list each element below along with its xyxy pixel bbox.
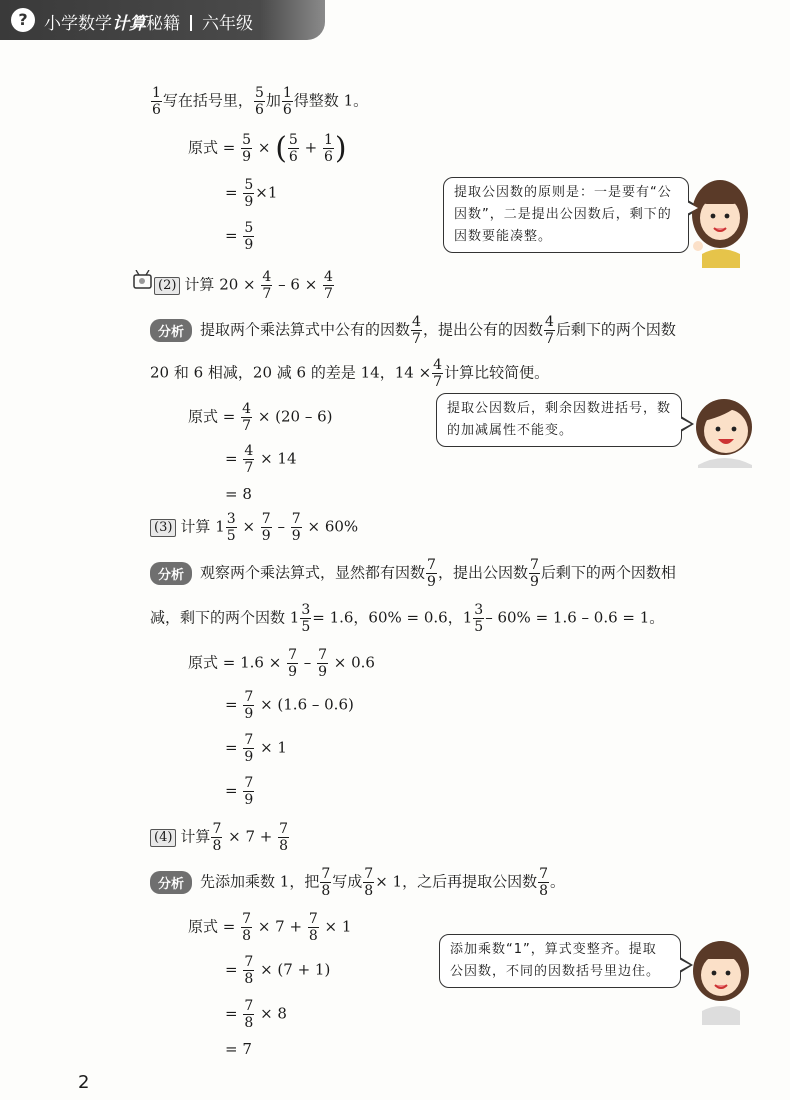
step-line: = $\frac{7}{8}$ × 8 (225, 998, 287, 1031)
step-line: 原式 = $\frac{5}{9}$ × ( $\frac{5}{6}$ + $\frac{1}{6}$ ) (188, 131, 347, 166)
text: 得整数 1。 (293, 91, 369, 110)
analysis-line: 20 和 6 相减，20 减 6 的差是 14，14 × $\frac{4}{7}$ 计算比较简便。 (150, 357, 550, 390)
step-line: 原式 = 1.6 × $\frac{7}{9}$ – $\frac{7}{9}$ × 0.6 (188, 647, 375, 680)
step-line: = $\frac{7}{9}$ × (1.6 – 0.6) (225, 689, 354, 722)
question-number: (4) (150, 829, 176, 847)
step-line: = $\frac{7}{9}$ (225, 775, 254, 808)
analysis-badge: 分析 (150, 319, 192, 342)
bubble-text: 提取公因数的原则是：一是要有“公因数”，二是提出公因数后，剩下的因数要能凑整。 (454, 185, 672, 244)
boy-character-icon (690, 393, 760, 468)
title-part-b: 计算 (112, 14, 146, 34)
tv-icon (132, 270, 154, 290)
question-3: (3) 计算 1 $\frac{3}{5}$ × $\frac{7}{9}$ – $\frac{7}{9}$ × 60% (150, 512, 358, 543)
grade-label: 六年级 (202, 14, 253, 34)
speech-bubble (439, 934, 681, 988)
title-part-c: 秘籍 (146, 14, 180, 34)
step-line: = $\frac{7}{8}$ × (7 + 1) (225, 954, 331, 987)
fraction: $\frac{1}{6}$ (282, 85, 292, 118)
analysis-line: 分析 先添加乘数 1，把 $\frac{7}{8}$ 写成 $\frac{7}{8}$ × 1，之后再提取公因数 $\frac{7}{8}$ 。 (150, 867, 565, 898)
page-number: 2 (78, 1072, 90, 1093)
question-4: (4) 计算 $\frac{7}{8}$ × 7 + $\frac{7}{8}$ (150, 822, 290, 853)
title-part-a: 小学数学 (44, 14, 112, 34)
question-2: (2) 计算 20 × $\frac{4}{7}$ – 6 × $\frac{4}{7}$ (154, 270, 335, 301)
fraction: $\frac{5}{6}$ (254, 85, 264, 118)
text: 加 (265, 91, 281, 110)
question-mark-icon: ? (11, 8, 35, 32)
step-line: 原式 = $\frac{7}{8}$ × 7 + $\frac{7}{8}$ × 1 (188, 911, 352, 944)
bubble-text: 提取公因数后，剩余因数进括号，数的加减属性不能变。 (447, 401, 672, 438)
step-line: 原式 = $\frac{4}{7}$ × (20 – 6) (188, 401, 333, 434)
speech-bubble (443, 177, 689, 253)
title-divider (190, 15, 192, 31)
analysis-badge: 分析 (150, 562, 192, 585)
analysis-line: 分析 提取两个乘法算式中公有的因数 $\frac{4}{7}$ ，提出公有的因数 $\frac{4}{7}$ 后剩下的两个因数 (150, 315, 676, 346)
intro-line (150, 86, 368, 117)
book-title (44, 9, 253, 34)
fraction: $\frac{1}{6}$ (152, 85, 161, 118)
step-line: = 7 (225, 1040, 252, 1058)
girl-character-icon (690, 935, 752, 1025)
analysis-badge: 分析 (150, 871, 192, 894)
step-line: = $\frac{7}{9}$ × 1 (225, 732, 287, 765)
girl-character-icon (690, 176, 752, 268)
step-line: = 8 (225, 485, 252, 503)
step-line: = $\frac{5}{9}$ (225, 220, 254, 253)
bubble-text: 添加乘数“1”，算式变整齐。提取公因数，不同的因数括号里边住。 (450, 942, 661, 979)
question-number: (2) (154, 277, 180, 295)
analysis-line: 减，剩下的两个因数 1 $\frac{3}{5}$ = 1.6，60% = 0.6，1 $\frac{3}{5}$ – 60% = 1.6 – 0.6 = 1。 (150, 602, 665, 635)
step-line: = $\frac{5}{9}$ ×1 (225, 177, 278, 210)
question-number: (3) (150, 519, 176, 537)
text: 写在括号里， (162, 91, 253, 110)
speech-bubble (436, 393, 682, 447)
step-line: = $\frac{4}{7}$ × 14 (225, 443, 297, 476)
analysis-line: 分析 观察两个乘法算式，显然都有因数 $\frac{7}{9}$ ，提出公因数 $\frac{7}{9}$ 后剩下的两个因数相 (150, 558, 676, 589)
